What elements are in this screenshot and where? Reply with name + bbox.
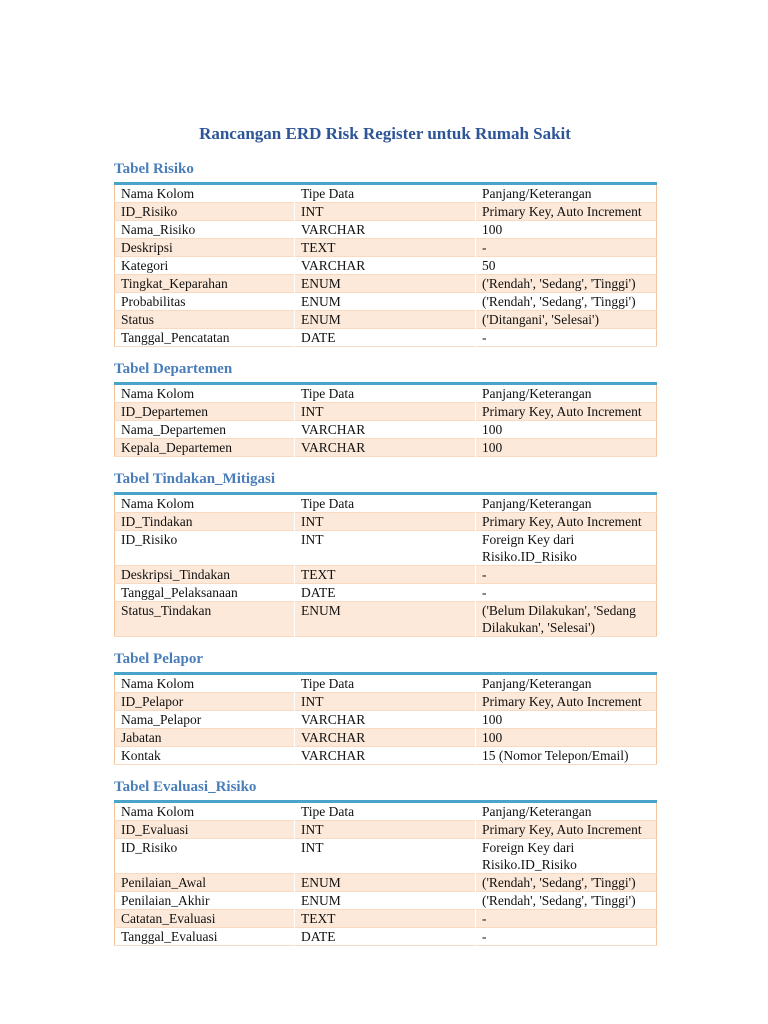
table-cell: ('Rendah', 'Sedang', 'Tinggi') [476, 275, 657, 293]
table-cell: - [476, 584, 657, 602]
table-cell: ('Rendah', 'Sedang', 'Tinggi') [476, 293, 657, 311]
table-cell: Primary Key, Auto Increment [476, 513, 657, 531]
table-cell: Nama_Departemen [115, 421, 295, 439]
column-header: Tipe Data [295, 674, 476, 693]
section-title: Tabel Departemen [114, 361, 233, 377]
table-cell: ID_Departemen [115, 403, 295, 421]
table-cell: Tingkat_Keparahan [115, 275, 295, 293]
table-cell: VARCHAR [295, 421, 476, 439]
table-cell: ('Belum Dilakukan', 'Sedang Dilakukan', 'Selesai') [476, 602, 657, 637]
section-title: Tabel Evaluasi_Risiko [114, 779, 257, 795]
column-header: Tipe Data [295, 802, 476, 821]
table-cell: Primary Key, Auto Increment [476, 693, 657, 711]
table-cell: INT [295, 839, 476, 874]
table-sections [114, 159, 656, 946]
table-cell: Penilaian_Akhir [115, 892, 295, 910]
table-cell: 100 [476, 729, 657, 747]
table-cell: 100 [476, 711, 657, 729]
table-cell: Nama_Pelapor [115, 711, 295, 729]
table-cell: - [476, 910, 657, 928]
column-header: Nama Kolom [115, 802, 295, 821]
table-row [115, 531, 657, 566]
table-cell: Tanggal_Pelaksanaan [115, 584, 295, 602]
table-row [115, 329, 657, 347]
table-row [115, 729, 657, 747]
table-row [115, 892, 657, 910]
table-cell: 15 (Nomor Telepon/Email) [476, 747, 657, 765]
table-cell: ID_Risiko [115, 839, 295, 874]
column-header: Nama Kolom [115, 384, 295, 403]
table-cell: Primary Key, Auto Increment [476, 403, 657, 421]
table-cell: Status_Tindakan [115, 602, 295, 637]
table-header-row [115, 384, 657, 403]
table-header-row [115, 184, 657, 203]
table-cell: ENUM [295, 892, 476, 910]
table-cell: ID_Risiko [115, 531, 295, 566]
table-cell: DATE [295, 329, 476, 347]
column-header: Tipe Data [295, 494, 476, 513]
table-cell: ID_Tindakan [115, 513, 295, 531]
column-header: Panjang/Keterangan [476, 494, 657, 513]
table-row [115, 821, 657, 839]
erd-table [114, 382, 657, 457]
table-cell: Kategori [115, 257, 295, 275]
table-cell: Status [115, 311, 295, 329]
table-row [115, 275, 657, 293]
table-cell: - [476, 566, 657, 584]
column-header: Nama Kolom [115, 674, 295, 693]
table-cell: Foreign Key dari Risiko.ID_Risiko [476, 531, 657, 566]
erd-table [114, 492, 657, 637]
table-cell: ENUM [295, 293, 476, 311]
column-header: Panjang/Keterangan [476, 674, 657, 693]
table-cell: ('Rendah', 'Sedang', 'Tinggi') [476, 892, 657, 910]
column-header: Panjang/Keterangan [476, 184, 657, 203]
table-cell: Catatan_Evaluasi [115, 910, 295, 928]
table-cell: INT [295, 693, 476, 711]
table-section [114, 469, 656, 637]
table-cell: - [476, 329, 657, 347]
table-row [115, 257, 657, 275]
table-cell: Jabatan [115, 729, 295, 747]
table-row [115, 747, 657, 765]
column-header: Tipe Data [295, 184, 476, 203]
table-cell: TEXT [295, 566, 476, 584]
table-section [114, 359, 656, 457]
table-section [114, 159, 656, 347]
table-row [115, 513, 657, 531]
column-header: Panjang/Keterangan [476, 384, 657, 403]
table-row [115, 711, 657, 729]
table-cell: ENUM [295, 311, 476, 329]
document-title: Rancangan ERD Risk Register untuk Rumah Sakit [199, 124, 571, 143]
document-page [114, 123, 656, 958]
table-cell: INT [295, 513, 476, 531]
table-header-row [115, 674, 657, 693]
table-row [115, 293, 657, 311]
section-title: Tabel Pelapor [114, 651, 204, 667]
table-cell: TEXT [295, 239, 476, 257]
table-row [115, 439, 657, 457]
erd-table [114, 182, 657, 347]
table-row [115, 221, 657, 239]
table-row [115, 693, 657, 711]
table-cell: ENUM [295, 874, 476, 892]
table-cell: Primary Key, Auto Increment [476, 821, 657, 839]
table-row [115, 203, 657, 221]
table-cell: ('Rendah', 'Sedang', 'Tinggi') [476, 874, 657, 892]
table-row [115, 239, 657, 257]
table-cell: - [476, 928, 657, 946]
table-cell: Primary Key, Auto Increment [476, 203, 657, 221]
table-cell: VARCHAR [295, 221, 476, 239]
table-cell: TEXT [295, 910, 476, 928]
table-cell: Tanggal_Evaluasi [115, 928, 295, 946]
table-row [115, 602, 657, 637]
table-cell: ID_Risiko [115, 203, 295, 221]
section-title: Tabel Risiko [114, 161, 194, 177]
table-cell: 100 [476, 439, 657, 457]
table-cell: DATE [295, 928, 476, 946]
table-row [115, 311, 657, 329]
column-header: Panjang/Keterangan [476, 802, 657, 821]
table-cell: INT [295, 821, 476, 839]
table-cell: VARCHAR [295, 439, 476, 457]
erd-table [114, 672, 657, 765]
table-cell: 100 [476, 421, 657, 439]
table-row [115, 584, 657, 602]
table-cell: Penilaian_Awal [115, 874, 295, 892]
table-cell: Nama_Risiko [115, 221, 295, 239]
table-cell: ID_Pelapor [115, 693, 295, 711]
table-cell: Deskripsi [115, 239, 295, 257]
erd-table [114, 800, 657, 946]
table-row [115, 910, 657, 928]
table-row [115, 928, 657, 946]
table-cell: VARCHAR [295, 747, 476, 765]
table-row [115, 874, 657, 892]
table-cell: Kontak [115, 747, 295, 765]
table-header-row [115, 494, 657, 513]
table-row [115, 566, 657, 584]
column-header: Nama Kolom [115, 494, 295, 513]
column-header: Tipe Data [295, 384, 476, 403]
table-cell: 50 [476, 257, 657, 275]
table-row [115, 839, 657, 874]
table-cell: VARCHAR [295, 729, 476, 747]
table-header-row [115, 802, 657, 821]
table-row [115, 421, 657, 439]
table-cell: VARCHAR [295, 257, 476, 275]
table-cell: Kepala_Departemen [115, 439, 295, 457]
table-cell: 100 [476, 221, 657, 239]
section-title: Tabel Tindakan_Mitigasi [114, 471, 276, 487]
table-cell: Foreign Key dari Risiko.ID_Risiko [476, 839, 657, 874]
table-cell: VARCHAR [295, 711, 476, 729]
table-cell: ENUM [295, 275, 476, 293]
table-cell: INT [295, 203, 476, 221]
table-cell: Tanggal_Pencatatan [115, 329, 295, 347]
column-header: Nama Kolom [115, 184, 295, 203]
table-cell: INT [295, 531, 476, 566]
table-section [114, 777, 656, 946]
table-cell: INT [295, 403, 476, 421]
table-cell: ('Ditangani', 'Selesai') [476, 311, 657, 329]
table-cell: DATE [295, 584, 476, 602]
table-cell: ENUM [295, 602, 476, 637]
table-section [114, 649, 656, 765]
table-cell: - [476, 239, 657, 257]
table-cell: Deskripsi_Tindakan [115, 566, 295, 584]
table-cell: ID_Evaluasi [115, 821, 295, 839]
table-cell: Probabilitas [115, 293, 295, 311]
table-row [115, 403, 657, 421]
